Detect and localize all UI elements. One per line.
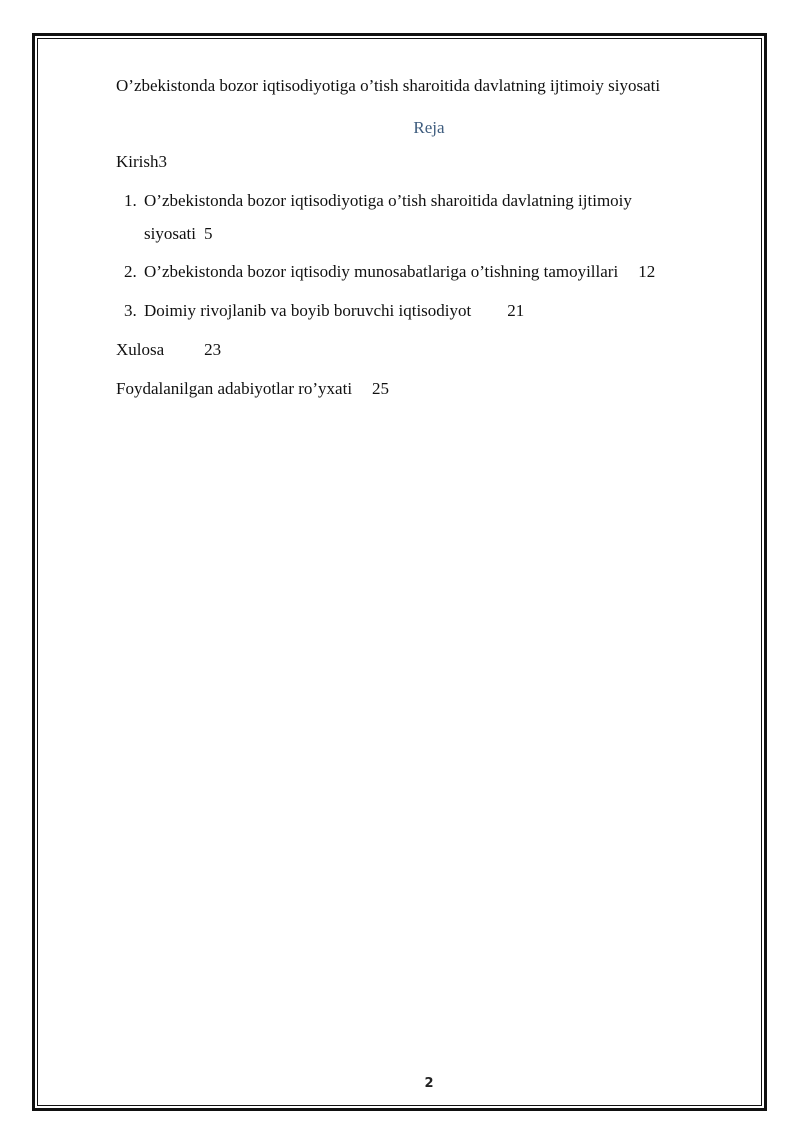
toc-entry-2: [124, 262, 655, 282]
toc-entry-label: O’zbekistonda bozor iqtisodiy munosabatlariga o’tishning tamoyillari: [144, 262, 619, 281]
toc-entry-page: 23: [204, 340, 222, 359]
toc-entry-number: 2.: [124, 262, 137, 281]
page-number: 2: [424, 1076, 434, 1091]
toc-entry-page: 25: [372, 379, 390, 398]
toc-entry-intro: [116, 152, 167, 172]
toc-entry-page: 21: [507, 301, 525, 320]
toc-entry-page: 12: [638, 262, 656, 281]
toc-entry-label: siyosati: [144, 224, 196, 243]
toc-entry-page: 3: [158, 152, 167, 171]
toc-entry-label: Kirish: [116, 152, 159, 171]
toc-entry-label: O’zbekistonda bozor iqtisodiyotiga o’tish sharoitida davlatning ijtimoiy: [144, 191, 632, 210]
toc-entry-label: Xulosa: [116, 340, 165, 359]
toc-entry-1-continued: [144, 224, 212, 244]
toc-entry-label: Foydalanilgan adabiyotlar ro’yxati: [116, 379, 353, 398]
toc-entry-3: [124, 301, 524, 321]
toc-entry-conclusion: [116, 340, 221, 360]
toc-entry-number: 1.: [124, 191, 137, 210]
toc-entry-references: [116, 379, 389, 399]
toc-entry-1: [124, 191, 632, 211]
toc-heading: Reja: [413, 118, 445, 137]
document-title: O’zbekistonda bozor iqtisodiyotiga o’tish sharoitida davlatning ijtimoiy siyosati: [116, 76, 661, 95]
toc-entry-number: 3.: [124, 301, 137, 320]
toc-entry-label: Doimiy rivojlanib va boyib boruvchi iqtisodiyot: [144, 301, 472, 320]
toc-entry-page: 5: [203, 224, 213, 243]
